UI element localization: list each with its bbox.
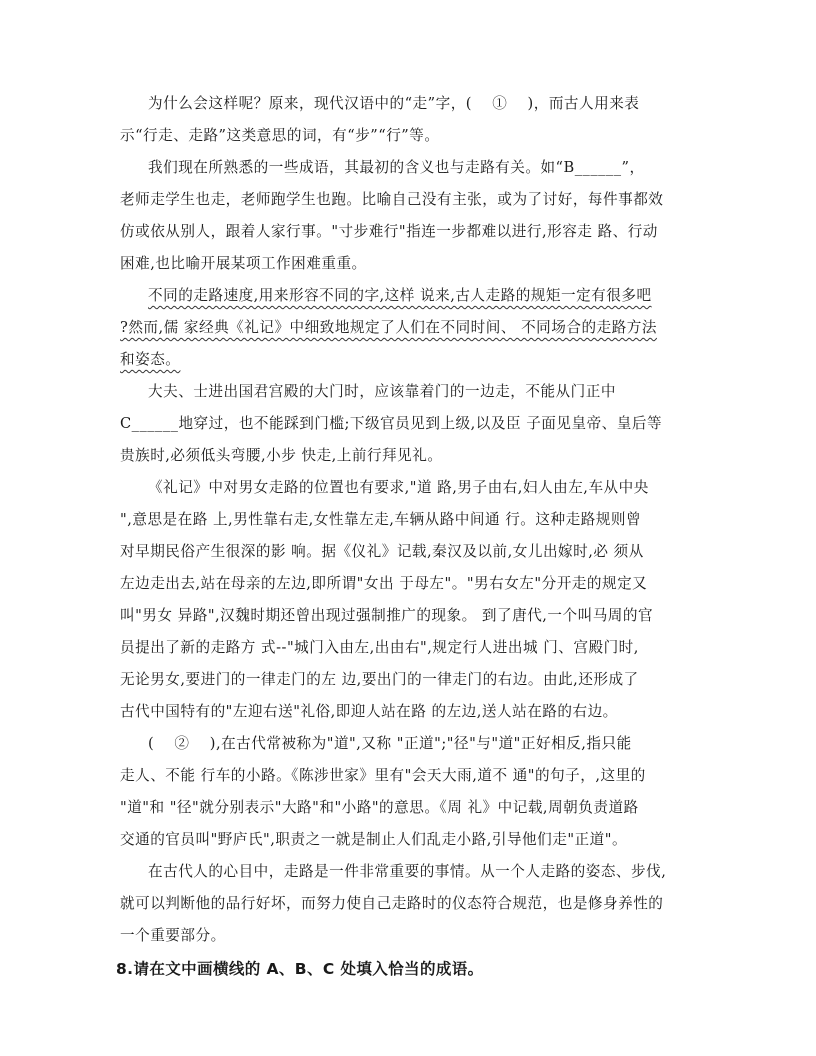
- underlined-text-line: 和姿态。: [120, 351, 181, 368]
- underlined-text-line: ?然而,儒 家经典《礼记》中细致地规定了人们在不同时间、 不同场合的走路方法: [120, 319, 657, 336]
- text-line: "道"和 "径"就分别表示"大路"和"小路"的意思。《周 礼》中记载,周朝负责道路: [120, 799, 639, 816]
- text-line: 为什么会这样呢？原来，现代汉语中的“走”字，( ① )，而古人用来表: [148, 95, 640, 112]
- question-8: 8.请在文中画横线的 A、B、C 处填入恰当的成语。: [116, 960, 484, 978]
- text-line: 大夫、士进出国君宫殿的大门时，应该靠着门的一边走，不能从门正中: [148, 383, 616, 400]
- text-line: 示“行走、走路”这类意思的词，有“步”“行”等。: [120, 127, 440, 144]
- text-line: 交通的官员叫"野庐氏",职责之一就是制止人们乱走小路,引导他们走"正道"。: [120, 831, 628, 848]
- text-line: 古代中国特有的"左迎右送"礼俗,即迎人站在路 的左边,送人站在路的右边。: [120, 703, 618, 720]
- text-line: ",意思是在路 上,男性靠右走,女性靠左走,车辆从路中间通 行。这种走路规则曾: [120, 511, 642, 528]
- text-line: 员提出了新的走路方 式--"城门入由左,出由右",规定行人进出城 门、宫殿门时,: [120, 639, 639, 656]
- text-line: 仿或依从别人，跟着人家行事。"寸步难行"指连一步都难以进行,形容走 路、行动: [120, 223, 658, 240]
- text-line: 一个重要部分。: [120, 927, 226, 944]
- text-line: 在古代人的心目中，走路是一件非常重要的事情。从一个人走路的姿态、步伐,: [148, 863, 667, 880]
- text-line: 走人、不能 行车的小路。《陈涉世家》里有"会天大雨,道不 通"的句子，,这里的: [120, 767, 646, 784]
- text-line: 困难,也比喻开展某项工作困难重重。: [120, 255, 367, 272]
- text-line: 对早期民俗产生很深的影 响。据《仪礼》记载,秦汉及以前,女儿出嫁时,必 须从: [120, 543, 644, 560]
- text-line: 无论男女,要进门的一律走门的左 边,要出门的一律走门的右边。由此,还形成了: [120, 671, 639, 688]
- text-line: C______地穿过，也不能踩到门槛;下级官员见到上级,以及臣 子面见皇帝、皇后等: [120, 415, 663, 432]
- text-line: 贵族时,必须低头弯腰,小步 快走,上前行拜见礼。: [120, 447, 443, 464]
- text-line: 就可以判断他的品行好坏，而努力使自己走路时的仪态符合规范，也是修身养性的: [120, 895, 664, 912]
- text-line: 《礼记》中对男女走路的位置也有要求,"道 路,男子由右,妇人由左,车从中央: [148, 479, 649, 496]
- text-line: ( ② ),在古代常被称为"道",又称 "正道";"径"与"道"正好相反,指只能: [148, 735, 632, 752]
- text-line: 我们现在所熟悉的一些成语，其最初的含义也与走路有关。如“B______”，: [148, 159, 645, 176]
- text-line: 叫"男女 异路",汉魏时期还曾出现过强制推广的现象。 到了唐代,一个叫马周的官: [120, 607, 654, 624]
- underlined-text-line: 不同的走路速度,用来形容不同的字,这样 说来,古人走路的规矩一定有很多吧: [148, 287, 652, 304]
- text-line: 老师走学生也走，老师跑学生也跑。比喻自己没有主张，或为了讨好，每件事都效: [120, 191, 664, 208]
- text-line: 左边走出去,站在母亲的左边,即所谓"女出 于母左"。"男右女左"分开走的规定又: [120, 575, 648, 592]
